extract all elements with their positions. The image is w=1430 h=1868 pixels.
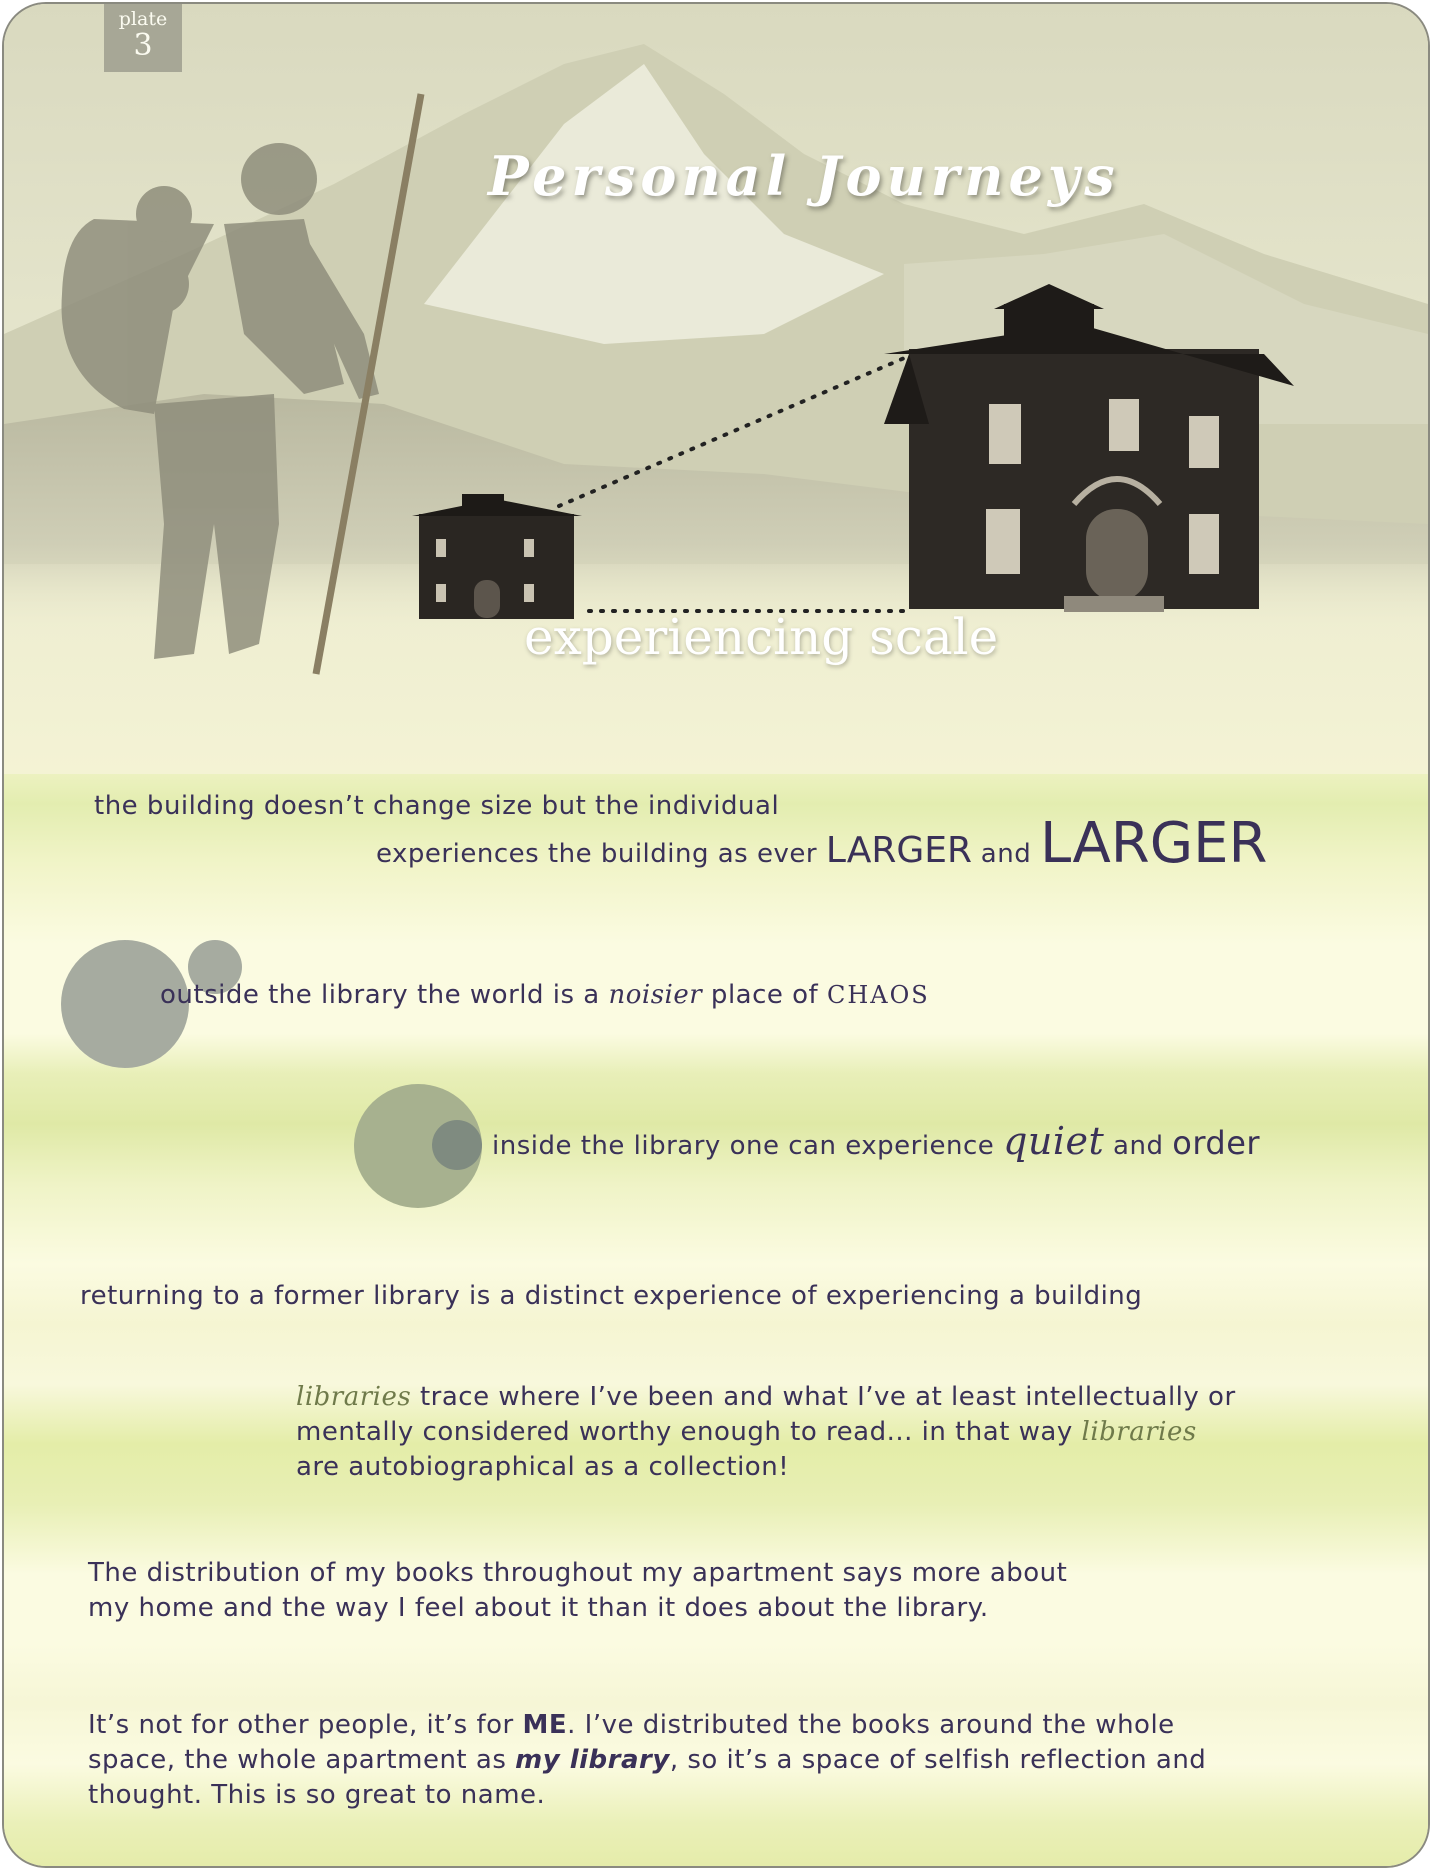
- small-library-building: [412, 494, 582, 619]
- noisier-word: noisier: [608, 980, 703, 1010]
- page-title: Personal Journeys: [488, 144, 1120, 208]
- chaos-word: CHAOS: [826, 981, 930, 1009]
- p3-text: [492, 1119, 1261, 1164]
- libraries-word-2: libraries: [1081, 1417, 1197, 1447]
- scale-caption: experiencing scale: [524, 608, 999, 666]
- plate-number: 3: [133, 28, 153, 63]
- p5-line2-pre: mentally considered worthy enough to read... in that way: [296, 1417, 1082, 1447]
- plate-label: plate: [118, 8, 168, 30]
- p2-text: [160, 978, 930, 1013]
- order-word: order: [1172, 1124, 1261, 1162]
- libraries-word-1: libraries: [296, 1382, 412, 1412]
- p5-line2: [296, 1415, 1197, 1450]
- p3-pre: inside the library one can experience: [492, 1131, 1004, 1161]
- p1-line1: the building doesn’t change size but the individual: [94, 791, 780, 821]
- plate-card: [2, 2, 1430, 1868]
- p7-line1-pre: It’s not for other people, it’s for: [88, 1710, 523, 1740]
- quiet-word: quiet: [1003, 1119, 1105, 1163]
- larger-small: LARGER: [825, 830, 973, 871]
- p5-line1-rest: trace where I’ve been and what I’ve at least intellectually or: [411, 1382, 1236, 1412]
- p7-line1-post: . I’ve distributed the books around the whole: [567, 1710, 1175, 1740]
- p6-line2: my home and the way I feel about it than it does about the library.: [88, 1593, 989, 1623]
- p3-mid: and: [1104, 1131, 1173, 1161]
- p2-mid: place of: [702, 980, 827, 1010]
- my-library-phrase: my library: [515, 1745, 670, 1775]
- p1-and: and: [972, 839, 1040, 869]
- p7-line2-post: , so it’s a space of selfish reflection and: [669, 1745, 1207, 1775]
- p7-line3: thought. This is so great to name.: [88, 1780, 546, 1810]
- p7-line2-pre: space, the whole apartment as: [88, 1745, 516, 1775]
- p1-line2-text: experiences the building as ever: [376, 839, 826, 869]
- me-word: ME: [522, 1710, 568, 1740]
- p7-line1: [88, 1708, 1175, 1743]
- plate-badge: [104, 4, 182, 72]
- p7-line2: [88, 1743, 1206, 1778]
- p2-pre: outside the library the world is a: [160, 980, 609, 1010]
- p4-text: returning to a former library is a distinct experience of experiencing a building: [80, 1281, 1143, 1311]
- p5-line3: are autobiographical as a collection!: [296, 1452, 790, 1482]
- p6-line1: The distribution of my books throughout my apartment says more about: [88, 1558, 1068, 1588]
- p1-line2: [376, 809, 1267, 889]
- decor-circle-dark: [432, 1120, 482, 1170]
- larger-big: LARGER: [1039, 811, 1268, 876]
- p5-line1: [296, 1380, 1236, 1415]
